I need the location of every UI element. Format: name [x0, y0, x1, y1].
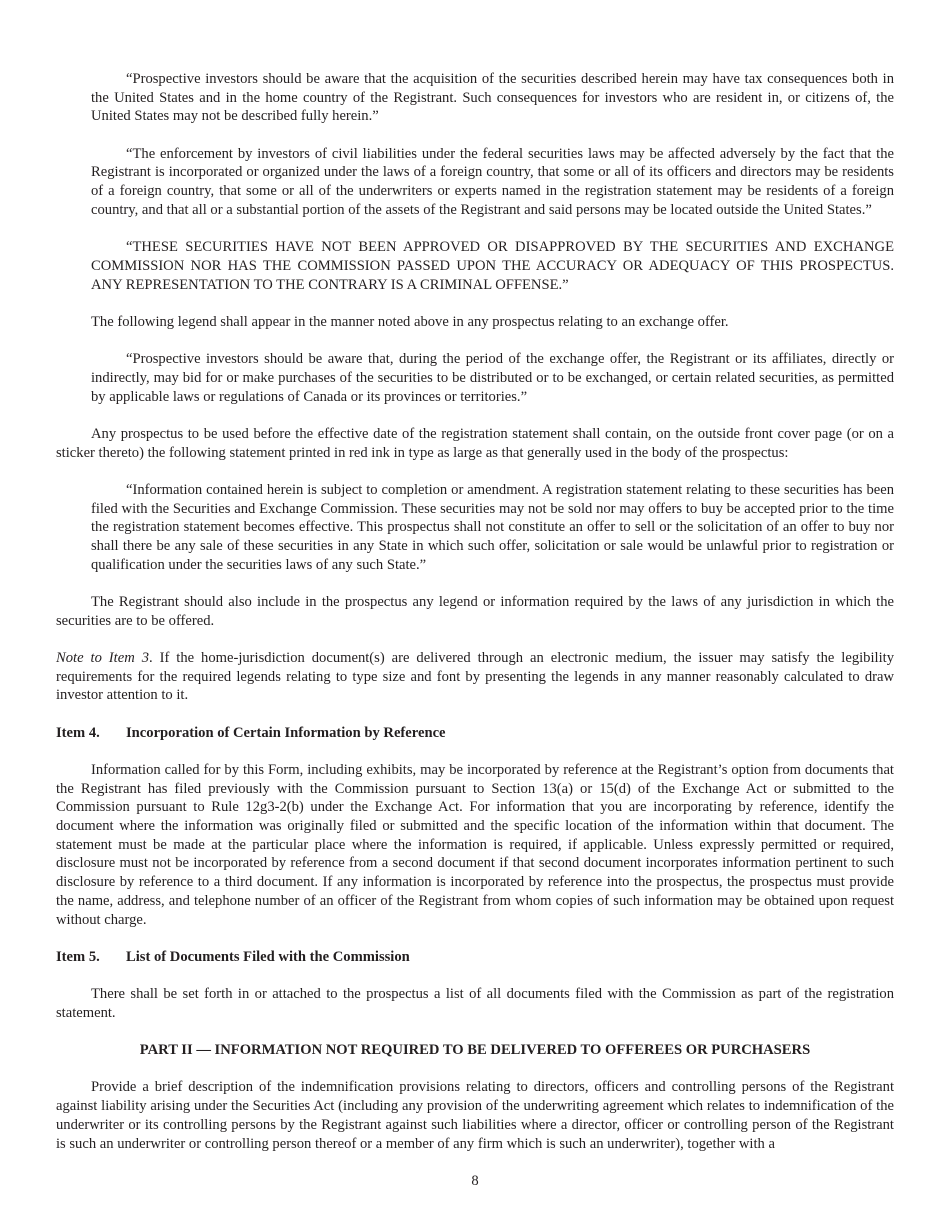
tax-consequences-legend: “Prospective investors should be aware that the acquisition of the securities described herein may have tax consequences both in the United States and in the home country of the Registrant. Such consequences for investors who are resident in, or citizens of, the United States may not be described fully herein.” [91, 71, 894, 125]
page-number: 8 [471, 1173, 479, 1189]
note-text: . If the home-jurisdiction document(s) are delivered through an electronic medium, the issuer may satisfy the legibility requirements for the required legends relating to type size and font by presenting the legends in any manner reasonably calculated to draw investor attention to it. [56, 649, 894, 704]
item-4-heading [56, 724, 894, 743]
part-2-body: Provide a brief description of the indemnification provisions relating to directors, officers and controlling persons of the Registrant against liability arising under the Securities Act (including any provision of the underwriting agreement which relates to indemnification of the underwriter or its controlling persons by the Registrant against such liabilities where a director, officer or controlling person of the Registrant is such an underwriter or controlling person thereof or a member of any firm which is such an underwriter), together with a [56, 1079, 894, 1152]
red-ink-instruction: Any prospectus to be used before the effective date of the registration statement shall contain, on the outside front cover page (or on a sticker thereto) the following statement printed in red ink in type as large as that generally used in the body of the prospectus: [56, 425, 894, 461]
exchange-offer-intro: The following legend shall appear in the manner noted above in any prospectus relating to an exchange offer. [91, 313, 729, 330]
item-4-number: Item 4. [56, 724, 100, 741]
part-2-heading: PART II — INFORMATION NOT REQUIRED TO BE DELIVERED TO OFFEREES OR PURCHASERS [139, 1042, 811, 1059]
civil-liabilities-legend: “The enforcement by investors of civil liabilities under the federal securities laws may be affected adversely by the fact that the Registrant is incorporated or organized under the laws of a foreign country, that some or all of its officers and directors may be residents of a foreign country, that some or all of the underwriters or experts named in the registration statement may be residents of a foreign country, and that all or a substantial portion of the assets of the Registrant and said persons may be located outside the United States.” [91, 145, 894, 218]
note-label: Note to Item 3 [56, 649, 149, 666]
jurisdiction-legend-paragraph: The Registrant should also include in the prospectus any legend or information required by the laws of any jurisdiction in which the securities are to be offered. [56, 593, 894, 629]
item-5-body: There shall be set forth in or attached to the prospectus a list of all documents filed with the Commission as part of the registration statement. [56, 986, 894, 1021]
item-5-heading [56, 948, 894, 967]
completion-amendment-legend: “Information contained herein is subject to completion or amendment. A registration statement relating to these securities has been filed with the Securities and Exchange Commission. These securities may not be sold nor may offers to buy be accepted prior to the time the registration statement becomes effective. This prospectus shall not constitute an offer to sell or the solicitation of an offer to buy nor shall there be any sale of these securities in any State in which such offer, solicitation or sale would be unlawful prior to registration or qualification under the securities laws of any such State.” [91, 481, 894, 573]
sec-approval-legend: “THESE SECURITIES HAVE NOT BEEN APPROVED OR DISAPPROVED BY THE SECURITIES AND EXCHANGE COMMISSION NOR HAS THE COMMISSION PASSED UPON THE ACCURACY OR ADEQUACY OF THIS PROSPECTUS. ANY REPRESENTATION TO THE CONTRARY IS A CRIMINAL OFFENSE.” [91, 239, 894, 293]
note-to-item-3 [56, 649, 894, 705]
item-5-number: Item 5. [56, 948, 100, 965]
item-4-body: Information called for by this Form, including exhibits, may be incorporated by reference at the Registrant’s option from documents that the Registrant has filed previously with the Commission pursuant to Section 13(a) or 15(d) of the Exchange Act or submitted to the Commission pursuant to Rule 12g3-2(b) under the Exchange Act. For information that you are incorporating by reference, identify the document where the information was originally filed or submitted and the specific location of the information within that document. The statement must be made at the particular place where the information is required, if applicable. Unless expressly permitted or required, disclosure must not be incorporated by reference from a second document if that second document incorporates information pertinent to such disclosure by reference to a third document. If any information is incorporated by reference into the prospectus, the prospectus must provide the name, address, and telephone number of an officer of the Registrant from whom copies of such information may be obtained upon request without charge. [56, 761, 894, 928]
exchange-offer-legend: “Prospective investors should be aware that, during the period of the exchange offer, the Registrant or its affiliates, directly or indirectly, may bid for or make purchases of the securities to be distributed or to be exchanged, or certain related securities, as permitted by applicable laws or regulations of Canada or its provinces or territories.” [91, 351, 894, 405]
item-4-title: Incorporation of Certain Information by Reference [126, 724, 446, 741]
document-page [56, 70, 894, 1172]
item-5-title: List of Documents Filed with the Commission [126, 948, 410, 965]
